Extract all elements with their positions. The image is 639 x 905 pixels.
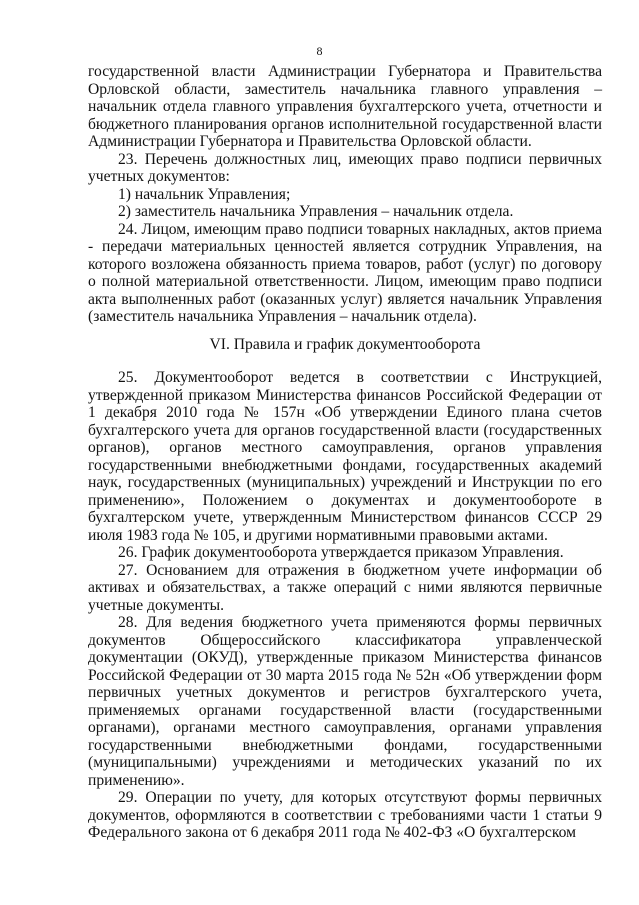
- paragraph-23-item-2: 2) заместитель начальника Управления – начальник отдела.: [118, 203, 514, 220]
- paragraph-23-item-1: 1) начальник Управления;: [118, 185, 291, 203]
- section-heading: VI. Правила и график документооборота: [209, 335, 481, 353]
- page-number: 8: [316, 44, 323, 58]
- paragraph-28: 28. Для ведения бюджетного учета применяются формы первичных документов Общероссийского классификатора управленческой документации (ОКУД), утвержденные приказом Министерства финансов Российской Федерации от 30 марта 2015 года № 52н «Об утверждении форм первичных учетных документов и регистров бухгалтерского учета, применяемых органами государственной власти (государственными органами), органами местного самоуправления, органами управления государственными внебюджетными фондами, государственными (муниципальными) учреждениями и методических указаний по их применению».: [88, 614, 602, 789]
- paragraph-23: 23. Перечень должностных лиц, имеющих право подписи первичных учетных документов:: [88, 150, 602, 185]
- paragraph-27: 27. Основанием для отражения в бюджетном учете информации об активах и обязательствах, а также операций с ними являются первичные учетные документы.: [88, 561, 602, 614]
- paragraph-29: 29. Операции по учету, для которых отсутствуют формы первичных документов, оформляются в соответствии с требованиями части 1 статьи 9 Федерального закона от 6 декабря 2011 года № 402-ФЗ «О бухгалтерском: [88, 789, 602, 841]
- paragraph-continuation: государственной власти Администрации Губернатора и Правительства Орловской области, заместитель начальника главного управления – начальник отдела главного управления бухгалтерского учета, отчетности и бюджетного планирования органов исполнительной государственной власти Администрации Губернатора и Правительства Орловской области.: [88, 63, 602, 150]
- paragraph-26: 26. График документооборота утверждается приказом Управления.: [118, 544, 564, 561]
- paragraph-24: 24. Лицом, имеющим право подписи товарных накладных, актов приема - передачи материальных ценностей является сотрудник Управления, на которого возложена обязанность приема товаров, работ (услуг) по договору о полной материальной ответственности. Лицом, имеющим право подписи акта выполненных работ (оказанных услуг) является начальник Управления (заместитель начальника Управления – начальник отдела).: [88, 220, 602, 325]
- paragraph-25: 25. Документооборот ведется в соответствии с Инструкцией, утвержденной приказом Министерства финансов Российской Федерации от 1 декабря 2010 года № 157н «Об утверждении Единого плана счетов бухгалтерского учета для органов государственной власти (государственных органов), органов местного самоуправления, органов управления государственными внебюджетными фондами, государственных академий наук, государственных (муниципальных) учреждений и Инструкции по его применению», Положением о документах и документообороте в бухгалтерском учете, утвержденным Министерством финансов СССР 29 июля 1983 года № 105, и другими нормативными правовыми актами.: [88, 369, 602, 544]
- document-body: [88, 63, 602, 842]
